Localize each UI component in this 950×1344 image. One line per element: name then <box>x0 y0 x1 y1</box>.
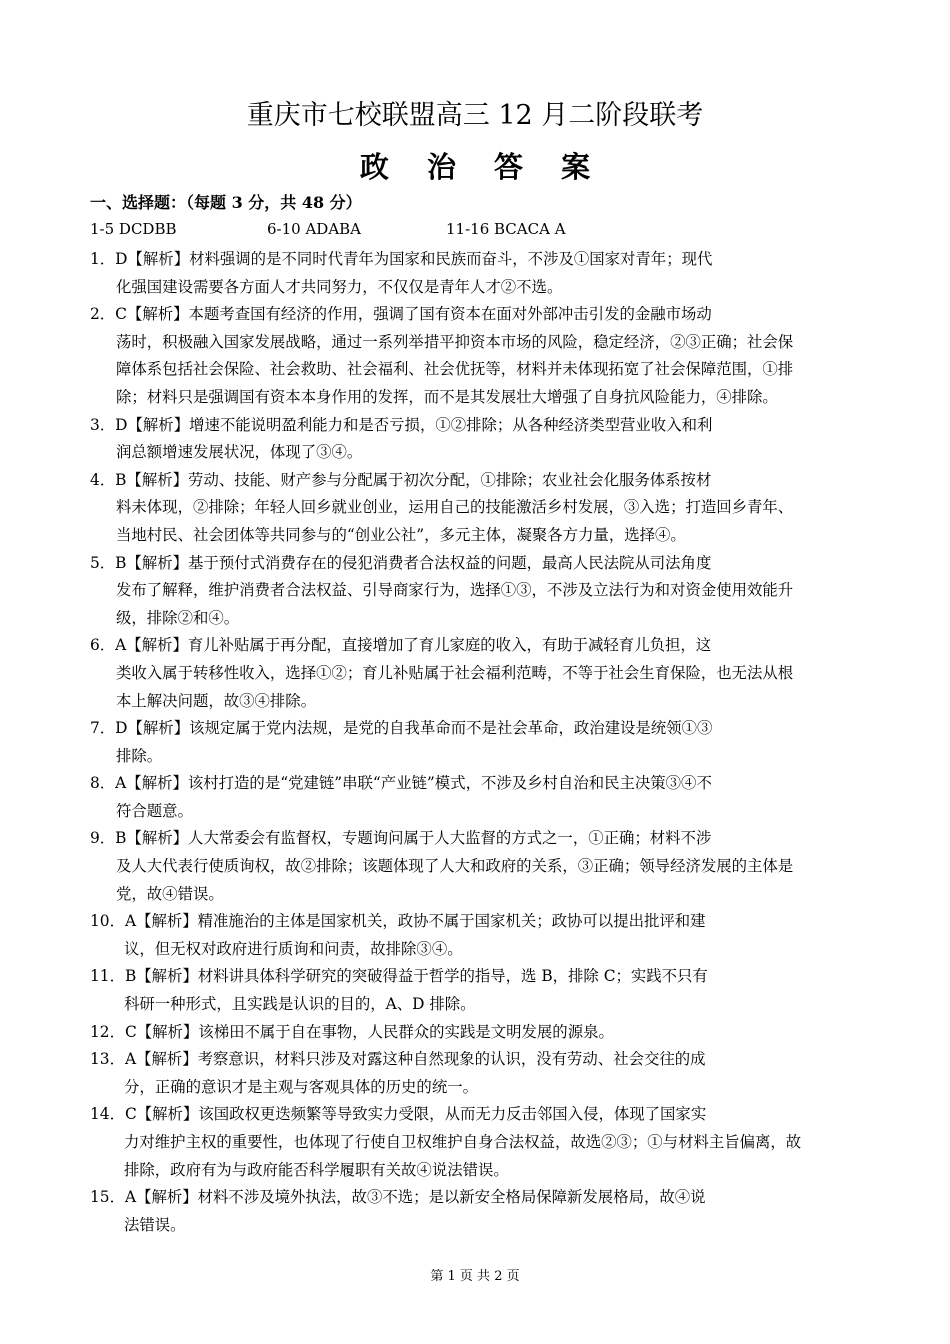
explanation-line: 力对维护主权的重要性，也体现了行使自卫权维护自身合法权益，故选②③；①与材料主旨偏离，故 <box>124 1133 802 1151</box>
explanation-item <box>90 715 862 770</box>
explanation-item <box>90 1101 862 1184</box>
explanation-line: 排除，政府有为与政府能否科学履职有关故④说法错误。 <box>124 1160 509 1179</box>
explanation-item <box>90 825 862 908</box>
explanation-item <box>90 770 862 825</box>
explanation-item <box>90 550 862 633</box>
explanation-line-first: 13．A【解析】考察意识，材料只涉及对露这种自然现象的认识，没有劳动、社会交往的成 <box>90 1050 706 1069</box>
answer-key-1-5: 1-5 DCDBB <box>90 220 177 238</box>
explanation-line: 及人大代表行使质询权，故②排除；该题体现了人大和政府的关系，③正确；领导经济发展的主体是 <box>116 857 794 876</box>
explanation-line-first: 12．C【解析】该梯田不属于自在事物，人民群众的实践是文明发展的源泉。 <box>90 1022 614 1041</box>
section-heading: 一、选择题：（每题 3 分，共 48 分） <box>90 193 362 212</box>
explanation-line-first: 11．B【解析】材料讲具体科学研究的突破得益于哲学的指导，选 B，排除 C；实践不只有 <box>90 967 708 986</box>
explanation-item <box>90 1046 862 1101</box>
explanation-item <box>90 301 862 411</box>
explanation-item <box>90 1019 862 1047</box>
explanation-line: 党，故④错误。 <box>116 884 224 903</box>
explanation-line: 类收入属于转移性收入，选择①②；育儿补贴属于社会福利范畴，不等于社会生育保险，也无法从根 <box>116 663 794 682</box>
explanation-line-first: 4．B【解析】劳动、技能、财产参与分配属于初次分配，①排除；农业社会化服务体系按材 <box>90 470 712 489</box>
explanation-line: 障体系包括社会保险、社会救助、社会福利、社会优抚等，材料并未体现拓宽了社会保障范围，①排 <box>116 360 794 379</box>
explanation-line: 科研一种形式，且实践是认识的目的，A、D 排除。 <box>124 995 476 1014</box>
explanation-line: 发布了解释，维护消费者合法权益、引导商家行为，选择①③，不涉及立法行为和对资金使用效能升 <box>116 581 794 600</box>
explanation-line: 润总额增速发展状况，体现了③④。 <box>116 443 363 462</box>
page-title: 重庆市七校联盟高三 12 月二阶段联考 <box>246 100 704 131</box>
explanation-item <box>90 412 862 467</box>
explanation-line-first: 14．C【解析】该国政权更迭频繁等导致实力受限，从而无力反击邻国入侵，体现了国家实 <box>90 1105 707 1124</box>
explanation-line-first: 1．D【解析】材料强调的是不同时代青年为国家和民族而奋斗，不涉及①国家对青年；现代 <box>90 250 713 268</box>
explanation-line-first: 3．D【解析】增速不能说明盈利能力和是否亏损，①②排除；从各种经济类型营业收入和利 <box>90 415 713 434</box>
explanation-line-first: 6．A【解析】育儿补贴属于再分配，直接增加了育儿家庭的收入，有助于减轻育儿负担，这 <box>90 636 712 655</box>
page-footer: 第 1 页 共 2 页 <box>430 1269 520 1284</box>
page-subtitle: 政 治 答 案 <box>359 150 605 184</box>
explanation-item <box>90 963 862 1018</box>
explanation-line: 荡时，积极融入国家发展战略，通过一系列举措平抑资本市场的风险，稳定经济，②③正确；社会保 <box>116 332 794 351</box>
explanation-line: 级，排除②和④。 <box>116 608 240 627</box>
explanation-item <box>90 908 862 963</box>
explanation-line: 化强国建设需要各方面人才共同努力，不仅仅是青年人才②不选。 <box>116 277 563 296</box>
explanation-item <box>90 246 862 301</box>
explanation-line: 当地村民、社会团体等共同参与的“创业公社”，多元主体，凝聚各方力量，选择④。 <box>116 525 686 544</box>
explanation-item <box>90 1184 862 1239</box>
explanation-line-first: 10．A【解析】精准施治的主体是国家机关，政协不属于国家机关；政协可以提出批评和建 <box>90 912 706 931</box>
explanation-line: 料未体现，②排除；年轻人回乡就业创业，运用自己的技能激活乡村发展，③入选；打造回乡青年、 <box>116 498 794 517</box>
explanation-line-first: 8．A【解析】该村打造的是“党建链”串联“产业链”模式，不涉及乡村自治和民主决策③④不 <box>90 774 712 793</box>
explanation-line: 分，正确的意识才是主观与客观具体的历史的统一。 <box>124 1077 478 1096</box>
explanation-line-first: 7．D【解析】该规定属于党内法规，是党的自我革命而不是社会革命，政治建设是统领①③ <box>90 719 713 738</box>
answer-key-11-16: 11-16 BCACA A <box>446 220 566 238</box>
explanation-line-first: 5．B【解析】基于预付式消费存在的侵犯消费者合法权益的问题，最高人民法院从司法角度 <box>90 553 712 572</box>
answer-key-6-10: 6-10 ADABA <box>267 220 362 238</box>
explanation-list <box>90 246 862 1239</box>
explanation-item <box>90 632 862 715</box>
explanation-line: 法错误。 <box>124 1215 186 1234</box>
explanation-line: 除；材料只是强调国有资本本身作用的发挥，而不是其发展壮大增强了自身抗风险能力，④排除。 <box>116 387 778 406</box>
explanation-line: 符合题意。 <box>116 801 193 820</box>
explanation-line-first: 2．C【解析】本题考查国有经济的作用，强调了国有资本在面对外部冲击引发的金融市场动 <box>90 305 712 324</box>
explanation-line: 议，但无权对政府进行质询和问责，故排除③④。 <box>124 939 463 958</box>
explanation-item <box>90 467 862 550</box>
explanation-line: 本上解决问题，故③④排除。 <box>116 691 317 710</box>
explanation-line-first: 9．B【解析】人大常委会有监督权，专题询问属于人大监督的方式之一，①正确；材料不涉 <box>90 829 712 848</box>
explanation-line: 排除。 <box>116 746 163 765</box>
explanation-line-first: 15．A【解析】材料不涉及境外执法，故③不选；是以新安全格局保障新发展格局，故④说 <box>90 1188 706 1207</box>
